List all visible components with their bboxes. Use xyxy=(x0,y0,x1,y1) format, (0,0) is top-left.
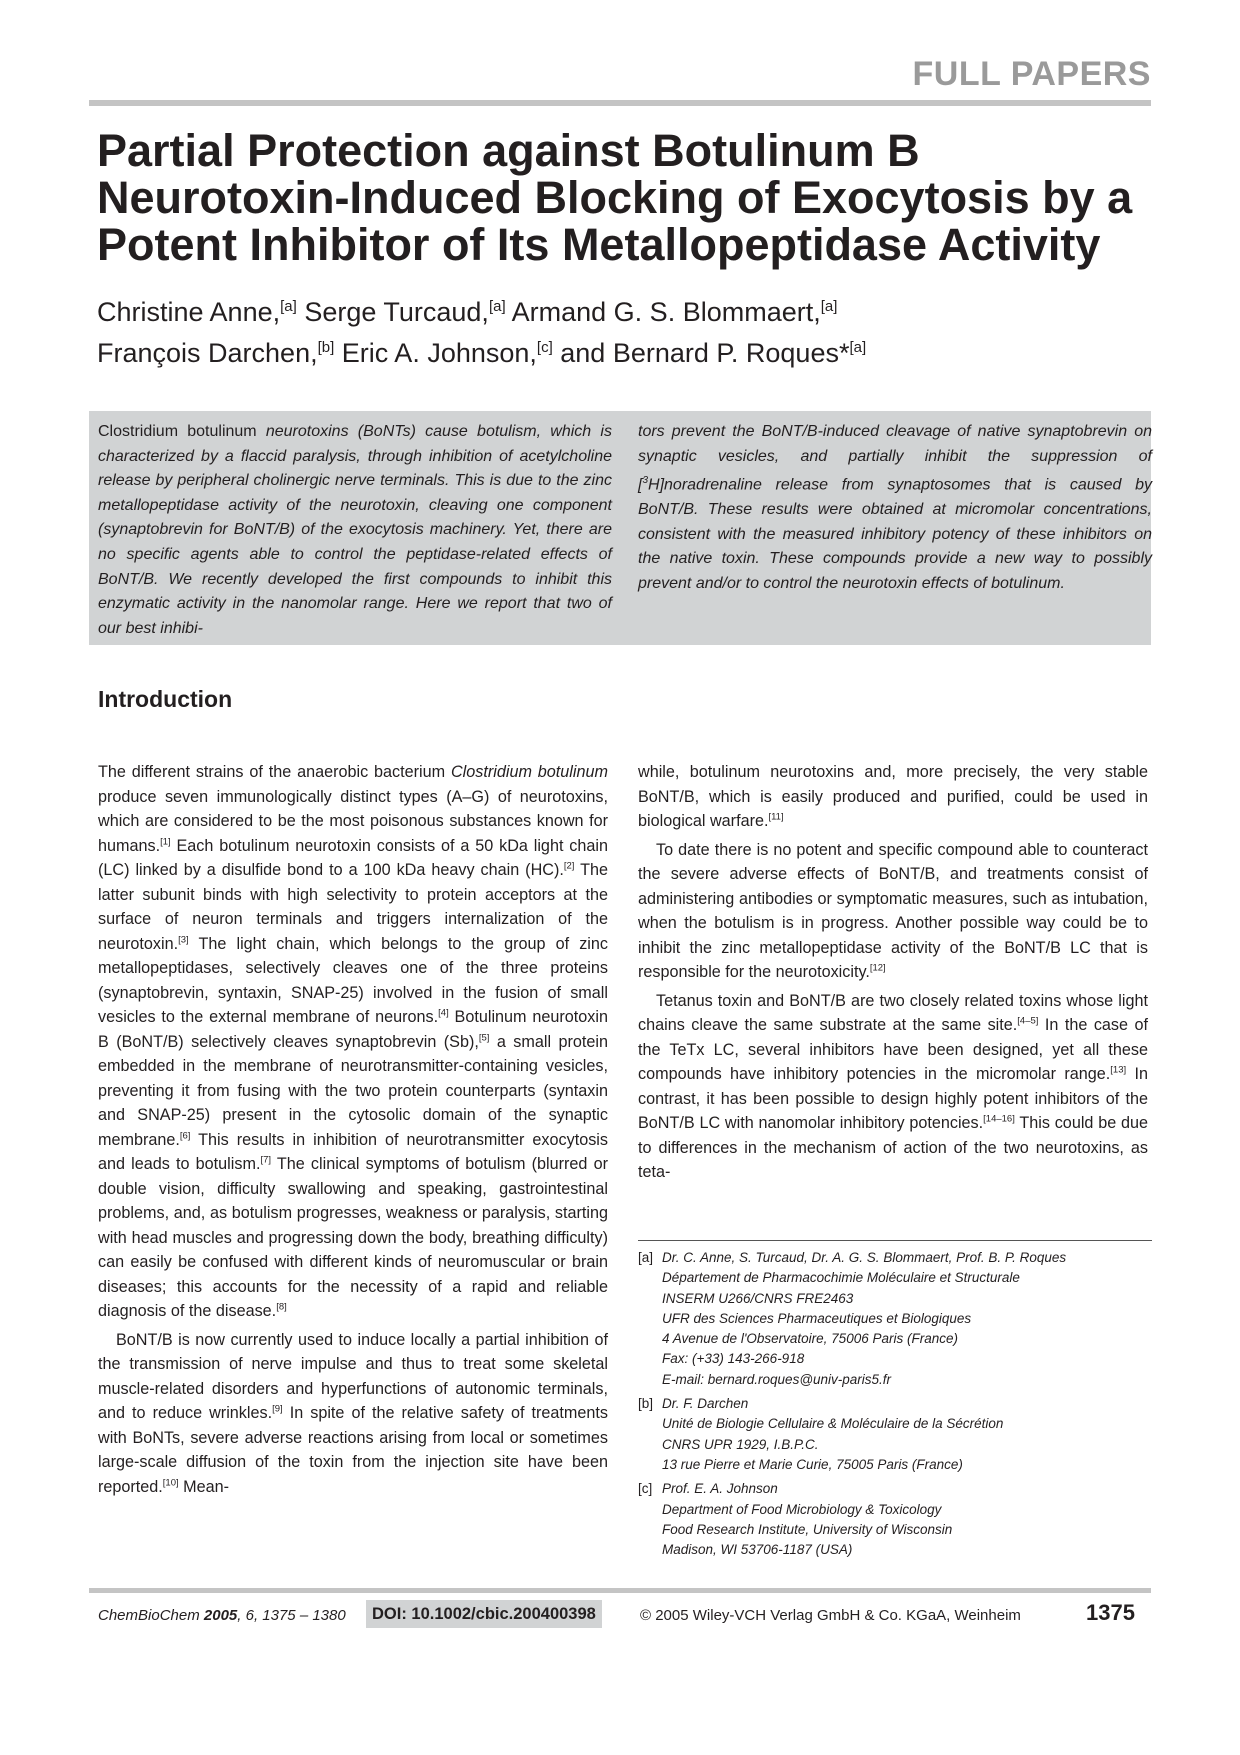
affiliations-rule xyxy=(638,1240,1152,1241)
citation: [10] xyxy=(162,1477,179,1489)
section-label: FULL PAPERS xyxy=(912,55,1151,93)
affiliation-key: [a] xyxy=(638,1250,654,1265)
body-text: Each botulinum neurotoxin consists of a 50 kDa light chain (LC) linked by a disulfide bond to a 100 kDa heavy chain (HC). xyxy=(98,836,608,879)
journal-volume-pages: , 6, 1375 – 1380 xyxy=(237,1607,346,1624)
author-list xyxy=(97,289,1157,371)
body-text: Mean- xyxy=(178,1477,230,1496)
body-text: a small protein embedded in the membrane of neurotransmitter-containing vesicles, preventing it from fusing with the two protein counterparts (syntaxin and SNAP-25) present in the cytosolic domain of the synaptic membrane. xyxy=(98,1032,609,1149)
body-text: To date there is no potent and specific compound able to counteract the severe adverse effects of BoNT/B, and treatments consist of administering antibodies or symptomatic measures, such as intubation, when the botulism is in progress. Another possible way could be to inhibit the zinc metallopeptidase activity of the BoNT/B LC that is responsible for the neurotoxicity. xyxy=(638,840,1148,981)
affiliations xyxy=(638,1248,1152,1564)
author-affiliation: [a] xyxy=(849,339,867,356)
body-text: In spite of the relative safety of treatments with BoNTs, severe adverse reactions arising from local or sometimes large-scale diffusion of the toxin from the injection site have been reported. xyxy=(98,1404,608,1496)
affiliation-line: Unité de Biologie Cellulaire & Moléculaire de la Sécrétion xyxy=(662,1416,1004,1432)
body-right-column xyxy=(638,760,1148,1185)
author: Christine Anne, xyxy=(97,297,281,327)
citation: [4–5] xyxy=(1017,1015,1039,1027)
body-text: The different strains of the anaerobic bacterium xyxy=(98,763,451,781)
affiliation-line: Fax: (+33) 143-266-918 xyxy=(662,1351,805,1367)
author: Eric A. Johnson, xyxy=(341,338,537,368)
affiliation-key: [c] xyxy=(638,1481,653,1497)
abstract-text: H]noradrenaline release from synaptosomes that is caused by BoNT/B. These results were obtained at micromolar concentrations, consistent with the measured inhibitory potency of these inhibitors on the native toxin. These compounds provide a new way to possibly prevent and/or to control the neurotoxin effects of botulinum. xyxy=(638,476,1152,592)
footer-journal-citation xyxy=(98,1607,346,1624)
article-title: Partial Protection against Botulinum B Neurotoxin-Induced Blocking of Exocytosis by a Potent Inhibitor of Its Metallopeptidase Activity xyxy=(97,125,1133,270)
body-text: In the case of the TeTx LC, several inhibitors have been designed, yet all these compounds have inhibitory potencies in the micromolar range. xyxy=(638,1016,1148,1083)
affiliation-lines xyxy=(662,1248,1066,1390)
paragraph xyxy=(638,989,1148,1185)
author-affiliation: [c] xyxy=(536,339,553,356)
author-affiliation: [b] xyxy=(317,339,335,356)
section-heading-introduction: Introduction xyxy=(98,686,233,712)
copyright-notice: © 2005 Wiley-VCH Verlag GmbH & Co. KGaA, Weinheim xyxy=(640,1607,1021,1624)
abstract-text: neurotoxins (BoNTs) cause botulism, which is characterized by a flaccid paralysis, through inhibition of acetylcholine release by peripheral cholinergic nerve terminals. This is due to the zinc metallopeptidase activity of the neurotoxin, cleaving one component (synaptobrevin for BoNT/B) of the exocytosis machinery. Yet, there are no specific agents able to control the peptidase-related effects of BoNT/B. We recently developed the first compounds to inhibit this enzymatic activity in the nanomolar range. Here we report that two of our best inhibi- xyxy=(98,423,612,637)
affiliation-key: [b] xyxy=(638,1396,654,1412)
affiliation-line: 4 Avenue de l'Observatoire, 75006 Paris (France) xyxy=(662,1331,958,1347)
citation: [13] xyxy=(1110,1064,1127,1076)
footer-rule xyxy=(89,1588,1151,1593)
body-left-column xyxy=(98,760,608,1499)
affiliation-line: Department of Food Microbiology & Toxicology xyxy=(662,1501,942,1517)
citation: [11] xyxy=(768,811,784,823)
author: François Darchen, xyxy=(97,338,318,368)
body-text: In contrast, it has been possible to design highly potent inhibitors of the BoNT/B LC with nanomolar inhibitory potencies. xyxy=(638,1065,1148,1132)
page-number: 1375 xyxy=(1086,1600,1135,1625)
affiliation-block xyxy=(638,1479,1152,1560)
affiliation-line: Dr. C. Anne, S. Turcaud, Dr. A. G. S. Blommaert, Prof. B. P. Roques xyxy=(662,1250,1067,1265)
affiliation-line: Département de Pharmacochimie Moléculaire et Structurale xyxy=(662,1270,1020,1286)
affiliation-lines xyxy=(662,1479,952,1560)
affiliation-line: Food Research Institute, University of Wisconsin xyxy=(662,1521,953,1537)
affiliation-line: UFR des Sciences Pharmaceutiques et Biologiques xyxy=(662,1310,972,1326)
citation: [4] xyxy=(438,1007,449,1019)
affiliation-block xyxy=(638,1394,1152,1475)
abstract-right-column xyxy=(638,420,1152,596)
affiliation-block xyxy=(638,1248,1152,1390)
citation: [1] xyxy=(160,836,171,848)
organism-name: Clostridium botulinum xyxy=(450,763,608,781)
author-affiliation: [a] xyxy=(488,298,506,315)
author-affiliation: [a] xyxy=(820,298,838,315)
body-text: Tetanus toxin and BoNT/B are two closely related toxins whose light chains cleave the same substrate at the same site. xyxy=(638,991,1148,1034)
abstract-left-column xyxy=(98,420,612,641)
abstract-superscript: 3 xyxy=(642,475,649,487)
body-text: BoNT/B is now currently used to induce locally a partial inhibition of the transmission of nerve impulse and thus to treat some skeletal muscle-related disorders and hyperfunctions of autonomic terminals, and to reduce wrinkles. xyxy=(98,1330,608,1422)
author: and Bernard P. Roques* xyxy=(560,338,850,368)
body-text: The latter subunit binds with high selectivity to protein acceptors at the surface of neuron terminals and triggers internalization of the neurotoxin. xyxy=(98,861,608,953)
affiliation-line: 13 rue Pierre et Marie Curie, 75005 Paris (France) xyxy=(662,1456,963,1472)
body-text: This results in inhibition of neurotransmitter exocytosis and leads to botulism. xyxy=(98,1130,608,1173)
affiliation-lines xyxy=(662,1394,1003,1475)
body-text: The light chain, which belongs to the group of zinc metallopeptidases, selectively cleaves one of the three proteins (synaptobrevin, syntaxin, SNAP-25) involved in the fusion of small vesicles to the external membrane of neurons. xyxy=(98,934,608,1026)
body-text: The clinical symptoms of botulism (blurred or double vision, difficulty swallowing and speaking, gastrointestinal problems, and, as botulism progresses, weakness or paralysis, starting with head muscles and progressing down the body, breathing difficulty) can easily be confused with different kinds of neuromuscular or brain diseases; this accounts for the necessity of a rapid and reliable diagnosis of the disease. xyxy=(98,1155,608,1320)
affiliation-line: E-mail: bernard.roques@univ-paris5.fr xyxy=(662,1371,892,1387)
affiliation-line: INSERM U266/CNRS FRE2463 xyxy=(662,1290,854,1306)
abstract-text: tors prevent the BoNT/B-induced cleavage of native synaptobrevin on synaptic vesicles, and partially inhibit the suppression of [ xyxy=(638,423,1152,494)
citation: [9] xyxy=(272,1403,283,1415)
body-text: produce seven immunologically distinct types (A–G) of neurotoxins, which are considered to be the most poisonous substances known for humans. xyxy=(98,787,608,855)
affiliation-line: Dr. F. Darchen xyxy=(662,1396,749,1412)
body-text: Botulinum neurotoxin B (BoNT/B) selectively cleaves synaptobrevin (Sb), xyxy=(98,1008,608,1051)
citation: [6] xyxy=(179,1130,191,1142)
header-rule xyxy=(89,100,1151,106)
journal-name: ChemBioChem xyxy=(98,1607,200,1624)
citation: [3] xyxy=(178,934,189,946)
citation: [8] xyxy=(276,1301,287,1313)
citation: [14–16] xyxy=(983,1113,1015,1125)
abstract-organism: Clostridium botulinum xyxy=(98,423,257,440)
citation: [5] xyxy=(478,1032,490,1044)
paragraph xyxy=(98,760,608,1324)
author: Serge Turcaud, xyxy=(304,297,489,327)
citation: [7] xyxy=(260,1154,272,1166)
body-text: This could be due to differences in the mechanism of action of the two neurotoxins, as teta- xyxy=(638,1114,1149,1181)
paragraph xyxy=(98,1328,608,1500)
doi-label[interactable]: DOI: 10.1002/cbic.200400398 xyxy=(366,1600,602,1628)
author: Armand G. S. Blommaert, xyxy=(511,297,821,327)
affiliation-line: Madison, WI 53706-1187 (USA) xyxy=(662,1542,853,1558)
affiliation-line: Prof. E. A. Johnson xyxy=(662,1481,778,1497)
citation: [12] xyxy=(869,962,886,974)
affiliation-line: CNRS UPR 1929, I.B.P.C. xyxy=(662,1436,819,1452)
body-text: while, botulinum neurotoxins and, more precisely, the very stable BoNT/B, which is easily produced and purified, could be used in biological warfare. xyxy=(638,763,1148,830)
journal-year: 2005 xyxy=(203,1607,238,1624)
paragraph xyxy=(638,838,1148,985)
citation: [2] xyxy=(563,860,575,872)
paragraph xyxy=(638,760,1148,834)
author-affiliation: [a] xyxy=(280,298,297,315)
